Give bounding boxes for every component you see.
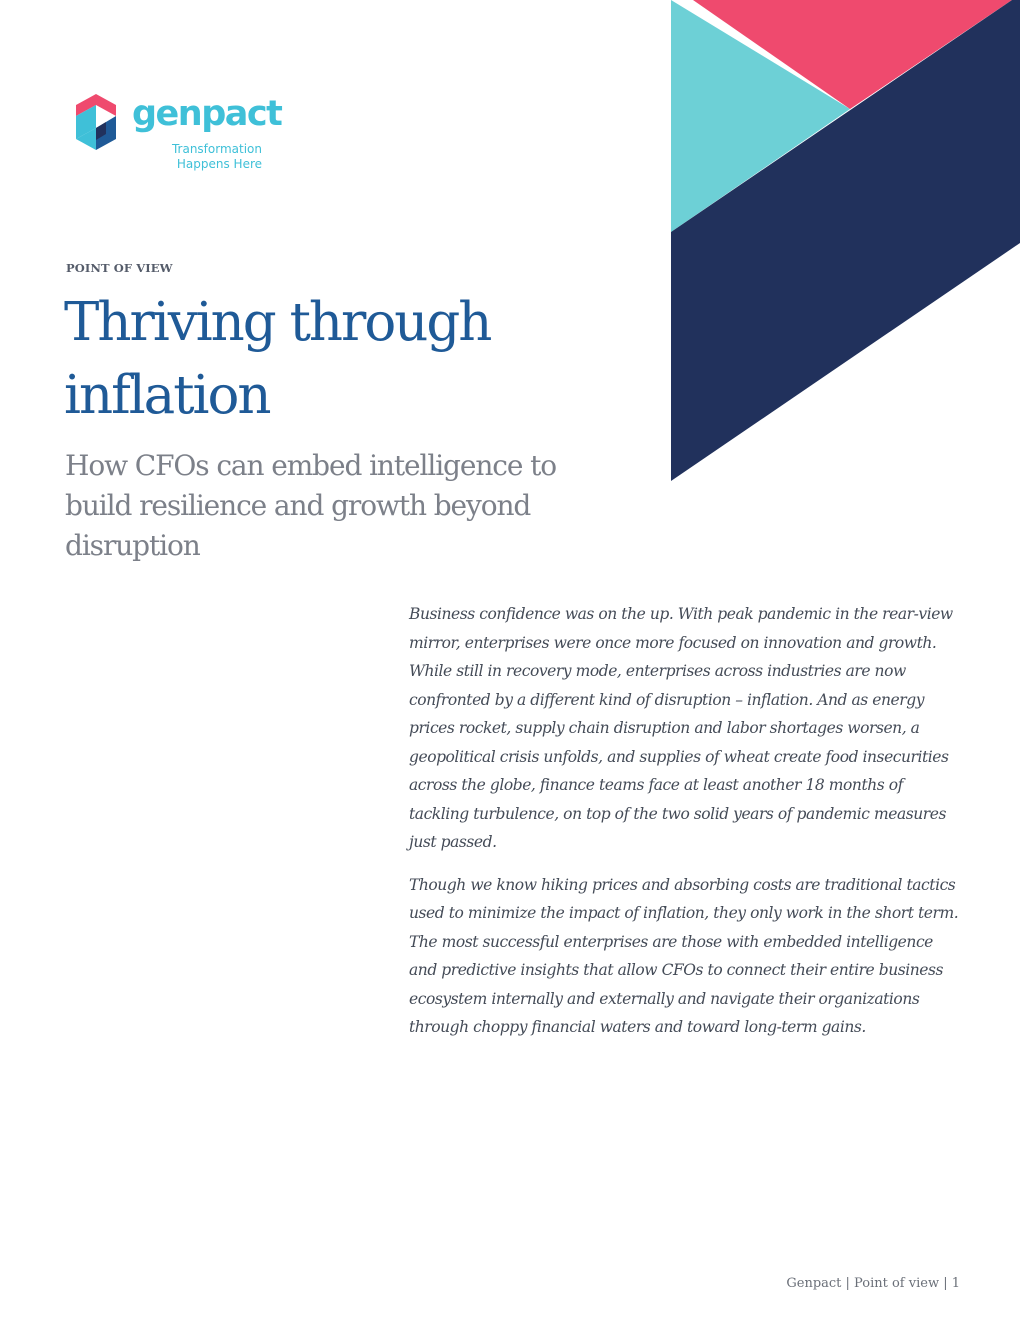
subtitle-line-2: build resilience and growth beyond [65, 489, 531, 522]
brand-wordmark: genpact [132, 94, 282, 134]
subtitle-line-1: How CFOs can embed intelligence to [65, 449, 557, 482]
genpact-cube-icon [74, 92, 118, 150]
subtitle-line-3: disruption [65, 529, 200, 562]
title-line-2: inflation [64, 365, 270, 426]
document-eyebrow: POINT OF VIEW [66, 261, 173, 275]
genpact-logo [74, 92, 282, 176]
page-footer: Genpact | Point of view | 1 [786, 1276, 960, 1291]
intro-paragraph-1: Business confidence was on the up. With peak pandemic in the rear-view mirror, enterprises were once more focused on innovation and growth. While still in recovery mode, enterprises across industries are now confronted by a different kind of disruption – inflation. And as energy prices rocket, supply chain disruption and labor shortages worsen, a geopolitical crisis unfolds, and supplies of wheat create food insecurities across the globe, finance teams face at least another 18 months of tackling turbulence, on top of the two solid years of pandemic measures just passed. [409, 605, 953, 851]
title-line-1: Thriving through [64, 292, 491, 353]
tagline-line-1: Transformation [171, 142, 262, 156]
brand-tagline [132, 142, 262, 172]
tagline-line-2: Happens Here [176, 157, 262, 171]
page-title [64, 286, 624, 432]
intro-paragraph-2: Though we know hiking prices and absorbing costs are traditional tactics used to minimize the impact of inflation, they only work in the short term. The most successful enterprises are those with embedded intelligence and predictive insights that allow CFOs to connect their entire business ecosystem internally and externally and navigate their organizations through choppy financial waters and toward long-term gains. [409, 875, 959, 1036]
intro-body [409, 600, 964, 1056]
page-subtitle [65, 446, 590, 566]
